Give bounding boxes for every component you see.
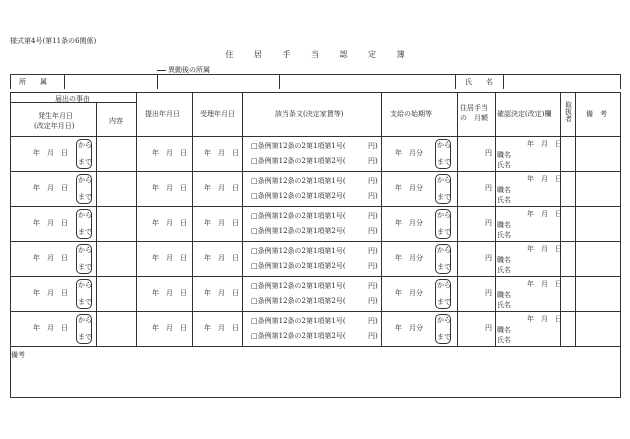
payment-start-cell: 年 月分 [395,219,423,227]
article-option-2: □条例第12条の2第1項第2号( [251,227,346,235]
payment-start-cell: 年 月分 [395,289,423,297]
header-remarks: 備 考 [586,110,607,118]
confirm-name-label: 氏名 [497,231,511,239]
transfer-note: 異動後の所属 [168,66,210,74]
confirm-post-label: 職名 [497,256,511,264]
confirm-post-label: 職名 [497,291,511,299]
start-to-label: まで [437,158,451,166]
allowance-amount-cell: 円 [485,289,492,297]
receipt-date-cell: 年 月 日 [204,289,239,297]
name-label: 氏 名 [465,78,493,86]
confirm-post-label: 職名 [497,151,511,159]
payment-start-cell: 年 月分 [395,184,423,192]
title-char: 定 [368,50,377,59]
confirm-date-cell: 年 月 日 [527,245,562,253]
allowance-amount-cell: 円 [485,254,492,262]
occurrence-date-cell: 年 月 日 [33,324,68,332]
header-submit-date: 提出年月日 [145,110,180,118]
article-option-1: □条例第12条の2第1項第1号( [251,142,346,150]
header-handler: 取扱者 [565,101,572,123]
confirm-name-label: 氏名 [497,161,511,169]
article-yen-2: 円) [368,297,378,305]
article-yen-1: 円) [368,247,378,255]
article-yen-2: 円) [368,192,378,200]
confirm-post-label: 職名 [497,186,511,194]
form-number: 様式第4号(第11条の6関係) [10,37,97,45]
receipt-date-cell: 年 月 日 [204,254,239,262]
payment-start-cell: 年 月分 [395,149,423,157]
start-to-label: まで [437,193,451,201]
start-to-label: まで [437,228,451,236]
header-content: 内容 [109,117,123,125]
submit-date-cell: 年 月 日 [152,149,187,157]
confirm-date-cell: 年 月 日 [527,210,562,218]
article-yen-1: 円) [368,212,378,220]
article-option-2: □条例第12条の2第1項第2号( [251,262,346,270]
article-option-2: □条例第12条の2第1項第2号( [251,192,346,200]
header-allowance-amount: 住居手当 [460,104,488,112]
start-from-label: から [437,176,451,184]
start-from-label: から [437,281,451,289]
start-from-label: から [437,316,451,324]
receipt-date-cell: 年 月 日 [204,184,239,192]
from-label: から [78,281,92,289]
allowance-amount-cell: 円 [485,219,492,227]
article-option-1: □条例第12条の2第1項第1号( [251,317,346,325]
header-allowance-amount-2: の 月額 [460,114,488,122]
header-reason-group: 届出の事由 [55,95,90,103]
start-from-label: から [437,211,451,219]
from-label: から [78,211,92,219]
from-label: から [78,176,92,184]
header-occurrence-date: 発生年月日 [38,112,73,120]
submit-date-cell: 年 月 日 [152,219,187,227]
receipt-date-cell: 年 月 日 [204,324,239,332]
occurrence-date-cell: 年 月 日 [33,149,68,157]
article-yen-1: 円) [368,142,378,150]
submit-date-cell: 年 月 日 [152,324,187,332]
payment-start-cell: 年 月分 [395,324,423,332]
article-yen-2: 円) [368,227,378,235]
start-to-label: まで [437,298,451,306]
title-char: 当 [311,50,319,59]
title-char: 居 [253,50,262,59]
to-label: まで [78,158,92,166]
confirm-name-label: 氏名 [497,266,511,274]
occurrence-date-cell: 年 月 日 [33,289,68,297]
from-label: から [78,141,92,149]
allowance-amount-cell: 円 [485,184,492,192]
transfer-note-leader [157,70,166,71]
article-option-1: □条例第12条の2第1項第1号( [251,247,346,255]
header-confirmation: 確認決定(改定)欄 [497,110,552,118]
start-from-label: から [437,141,451,149]
start-to-label: まで [437,263,451,271]
occurrence-date-cell: 年 月 日 [33,184,68,192]
confirm-name-label: 氏名 [497,301,511,309]
header-payment-start: 支給の始期等 [390,110,432,118]
start-to-label: まで [437,333,451,341]
title-char: 手 [282,50,291,59]
from-label: から [78,316,92,324]
to-label: まで [78,193,92,201]
title-char: 認 [339,50,348,59]
affiliation-label: 所 属 [19,78,47,86]
article-yen-2: 円) [368,262,378,270]
allowance-amount-cell: 円 [485,324,492,332]
confirm-date-cell: 年 月 日 [527,280,562,288]
header-receipt-date: 受理年月日 [200,110,235,118]
article-yen-2: 円) [368,157,378,165]
title-char: 住 [225,50,234,59]
submit-date-cell: 年 月 日 [152,184,187,192]
article-option-2: □条例第12条の2第1項第2号( [251,332,346,340]
to-label: まで [78,298,92,306]
article-yen-1: 円) [368,317,378,325]
confirm-name-label: 氏名 [497,196,511,204]
article-option-2: □条例第12条の2第1項第2号( [251,297,346,305]
article-yen-1: 円) [368,177,378,185]
page-title [0,49,630,60]
header-occurrence-date-sub: (改定年月日) [34,122,75,130]
start-from-label: から [437,246,451,254]
submit-date-cell: 年 月 日 [152,289,187,297]
receipt-date-cell: 年 月 日 [204,219,239,227]
to-label: まで [78,263,92,271]
allowance-amount-cell: 円 [485,149,492,157]
bottom-remarks-label: 備考 [11,351,25,359]
article-yen-2: 円) [368,332,378,340]
submit-date-cell: 年 月 日 [152,254,187,262]
receipt-date-cell: 年 月 日 [204,149,239,157]
article-option-2: □条例第12条の2第1項第2号( [251,157,346,165]
title-char: 簿 [396,50,405,59]
from-label: から [78,246,92,254]
article-option-1: □条例第12条の2第1項第1号( [251,177,346,185]
article-option-1: □条例第12条の2第1項第1号( [251,212,346,220]
confirm-post-label: 職名 [497,326,511,334]
occurrence-date-cell: 年 月 日 [33,254,68,262]
payment-start-cell: 年 月分 [395,254,423,262]
to-label: まで [78,228,92,236]
confirm-date-cell: 年 月 日 [527,315,562,323]
article-yen-1: 円) [368,282,378,290]
occurrence-date-cell: 年 月 日 [33,219,68,227]
confirm-post-label: 職名 [497,221,511,229]
confirm-name-label: 氏名 [497,336,511,344]
confirm-date-cell: 年 月 日 [527,175,562,183]
confirm-date-cell: 年 月 日 [527,140,562,148]
header-applicable-article: 該当条文(決定家賃等) [275,110,344,118]
article-option-1: □条例第12条の2第1項第1号( [251,282,346,290]
to-label: まで [78,333,92,341]
